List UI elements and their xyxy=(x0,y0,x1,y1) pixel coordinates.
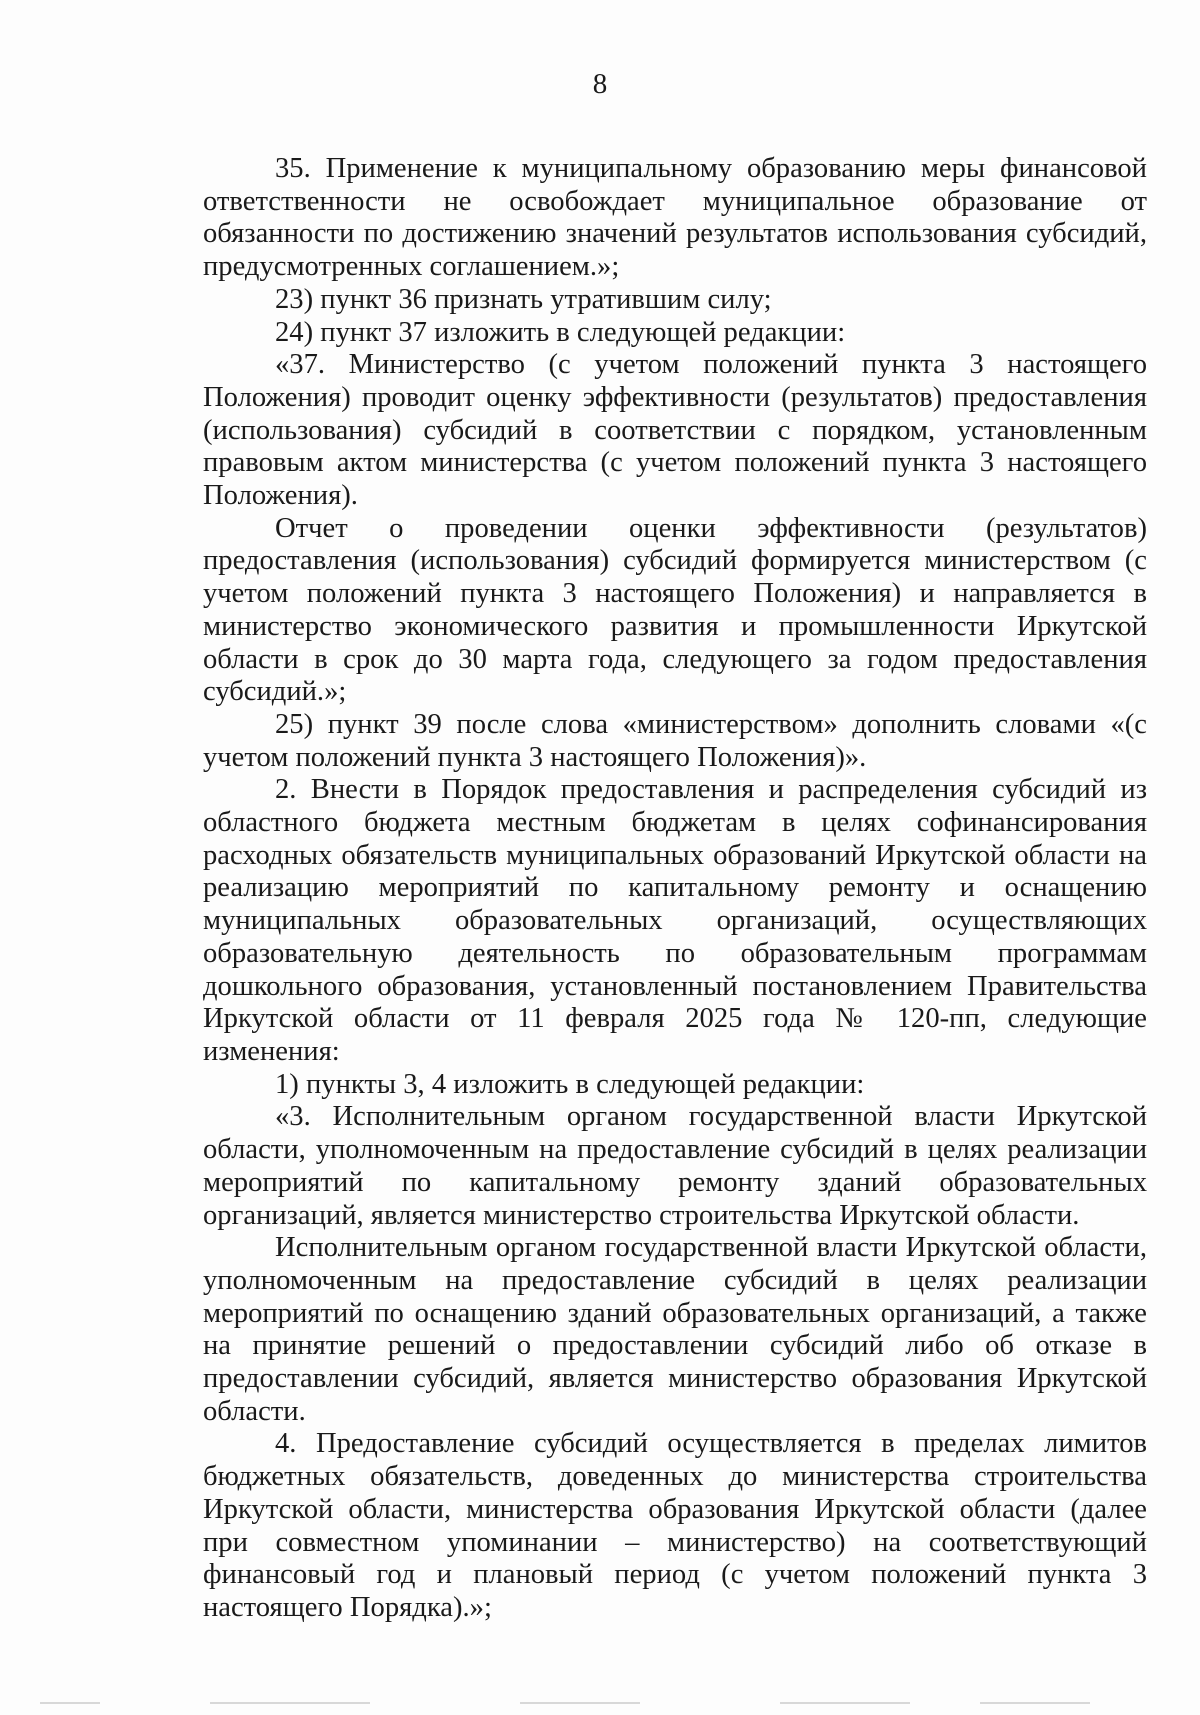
paragraph-report: Отчет о проведении оценки эффективности (результатов) предоставления (использования) субсидий формируется министерством (с учетом положений пункта 3 настоящего Положения) и направляется в министерство экономического развития и промышленности Иркутской области в срок до 30 марта года, следующего за годом предоставления субсидий.»; xyxy=(203,512,1147,708)
paragraph-executive-body: Исполнительным органом государственной власти Иркутской области, уполномоченным на предоставление субсидий в целях реализации мероприятий по оснащению зданий образовательных организаций, а также на принятие решений о предоставлении субсидий либо об отказе в предоставлении субсидий, является министерство образования Иркутской области. xyxy=(203,1232,1147,1427)
paragraph-item-3: «3. Исполнительным органом государственной власти Иркутской области, уполномоченным на предоставление субсидий в целях реализации мероприятий по капитальному ремонту зданий образовательных организаций, является министерство строительства Иркутской области. xyxy=(203,1101,1147,1231)
scan-artifact xyxy=(980,1702,1090,1704)
scan-artifact xyxy=(210,1702,370,1704)
paragraph-amendment-1: 1) пункты 3, 4 изложить в следующей редакции: xyxy=(275,1068,865,1100)
paragraph-amendment-23: 23) пункт 36 признать утратившим силу; xyxy=(275,283,772,315)
paragraph-amendment-24: 24) пункт 37 изложить в следующей редакции: xyxy=(275,316,846,348)
paragraph-amendment-25: 25) пункт 39 после слова «министерством» дополнить словами «(с учетом положений пункта 3 настоящего Положения)». xyxy=(203,708,1147,773)
scan-artifact xyxy=(40,1702,100,1704)
paragraph-item-35: 35. Применение к муниципальному образованию меры финансовой ответственности не освобождает муниципальное образование от обязанности по достижению значений результатов использования субсидий, предусмотренных соглашением.»; xyxy=(203,153,1147,283)
scan-artifact xyxy=(520,1702,640,1704)
scan-artifact xyxy=(780,1702,910,1704)
paragraph-item-37: «37. Министерство (с учетом положений пункта 3 настоящего Положения) проводит оценку эффективности (результатов) предоставления (использования) субсидий в соответствии с порядком, установленным правовым актом министерства (с учетом положений пункта 3 настоящего Положения). xyxy=(203,349,1147,512)
paragraph-section-2: 2. Внести в Порядок предоставления и распределения субсидий из областного бюджета местным бюджетам в целях софинансирования расходных обязательств муниципальных образований Иркутской области на реализацию мероприятий по капитальному ремонту и оснащению муниципальных образовательных организаций, осуществляющих образовательную деятельность по образовательным программам дошкольного образования, установленный постановлением Правительства Иркутской области от 11 февраля 2025 года № 120-пп, следующие изменения: xyxy=(203,774,1147,1067)
paragraph-item-4: 4. Предоставление субсидий осуществляется в пределах лимитов бюджетных обязательств, доведенных до министерства строительства Иркутской области, министерства образования Иркутской области (далее при совместном упоминании – министерство) на соответствующий финансовый год и плановый период (с учетом положений пункта 3 настоящего Порядка).»; xyxy=(203,1428,1147,1623)
document-body xyxy=(203,153,1147,1625)
page-number: 8 xyxy=(592,68,608,100)
